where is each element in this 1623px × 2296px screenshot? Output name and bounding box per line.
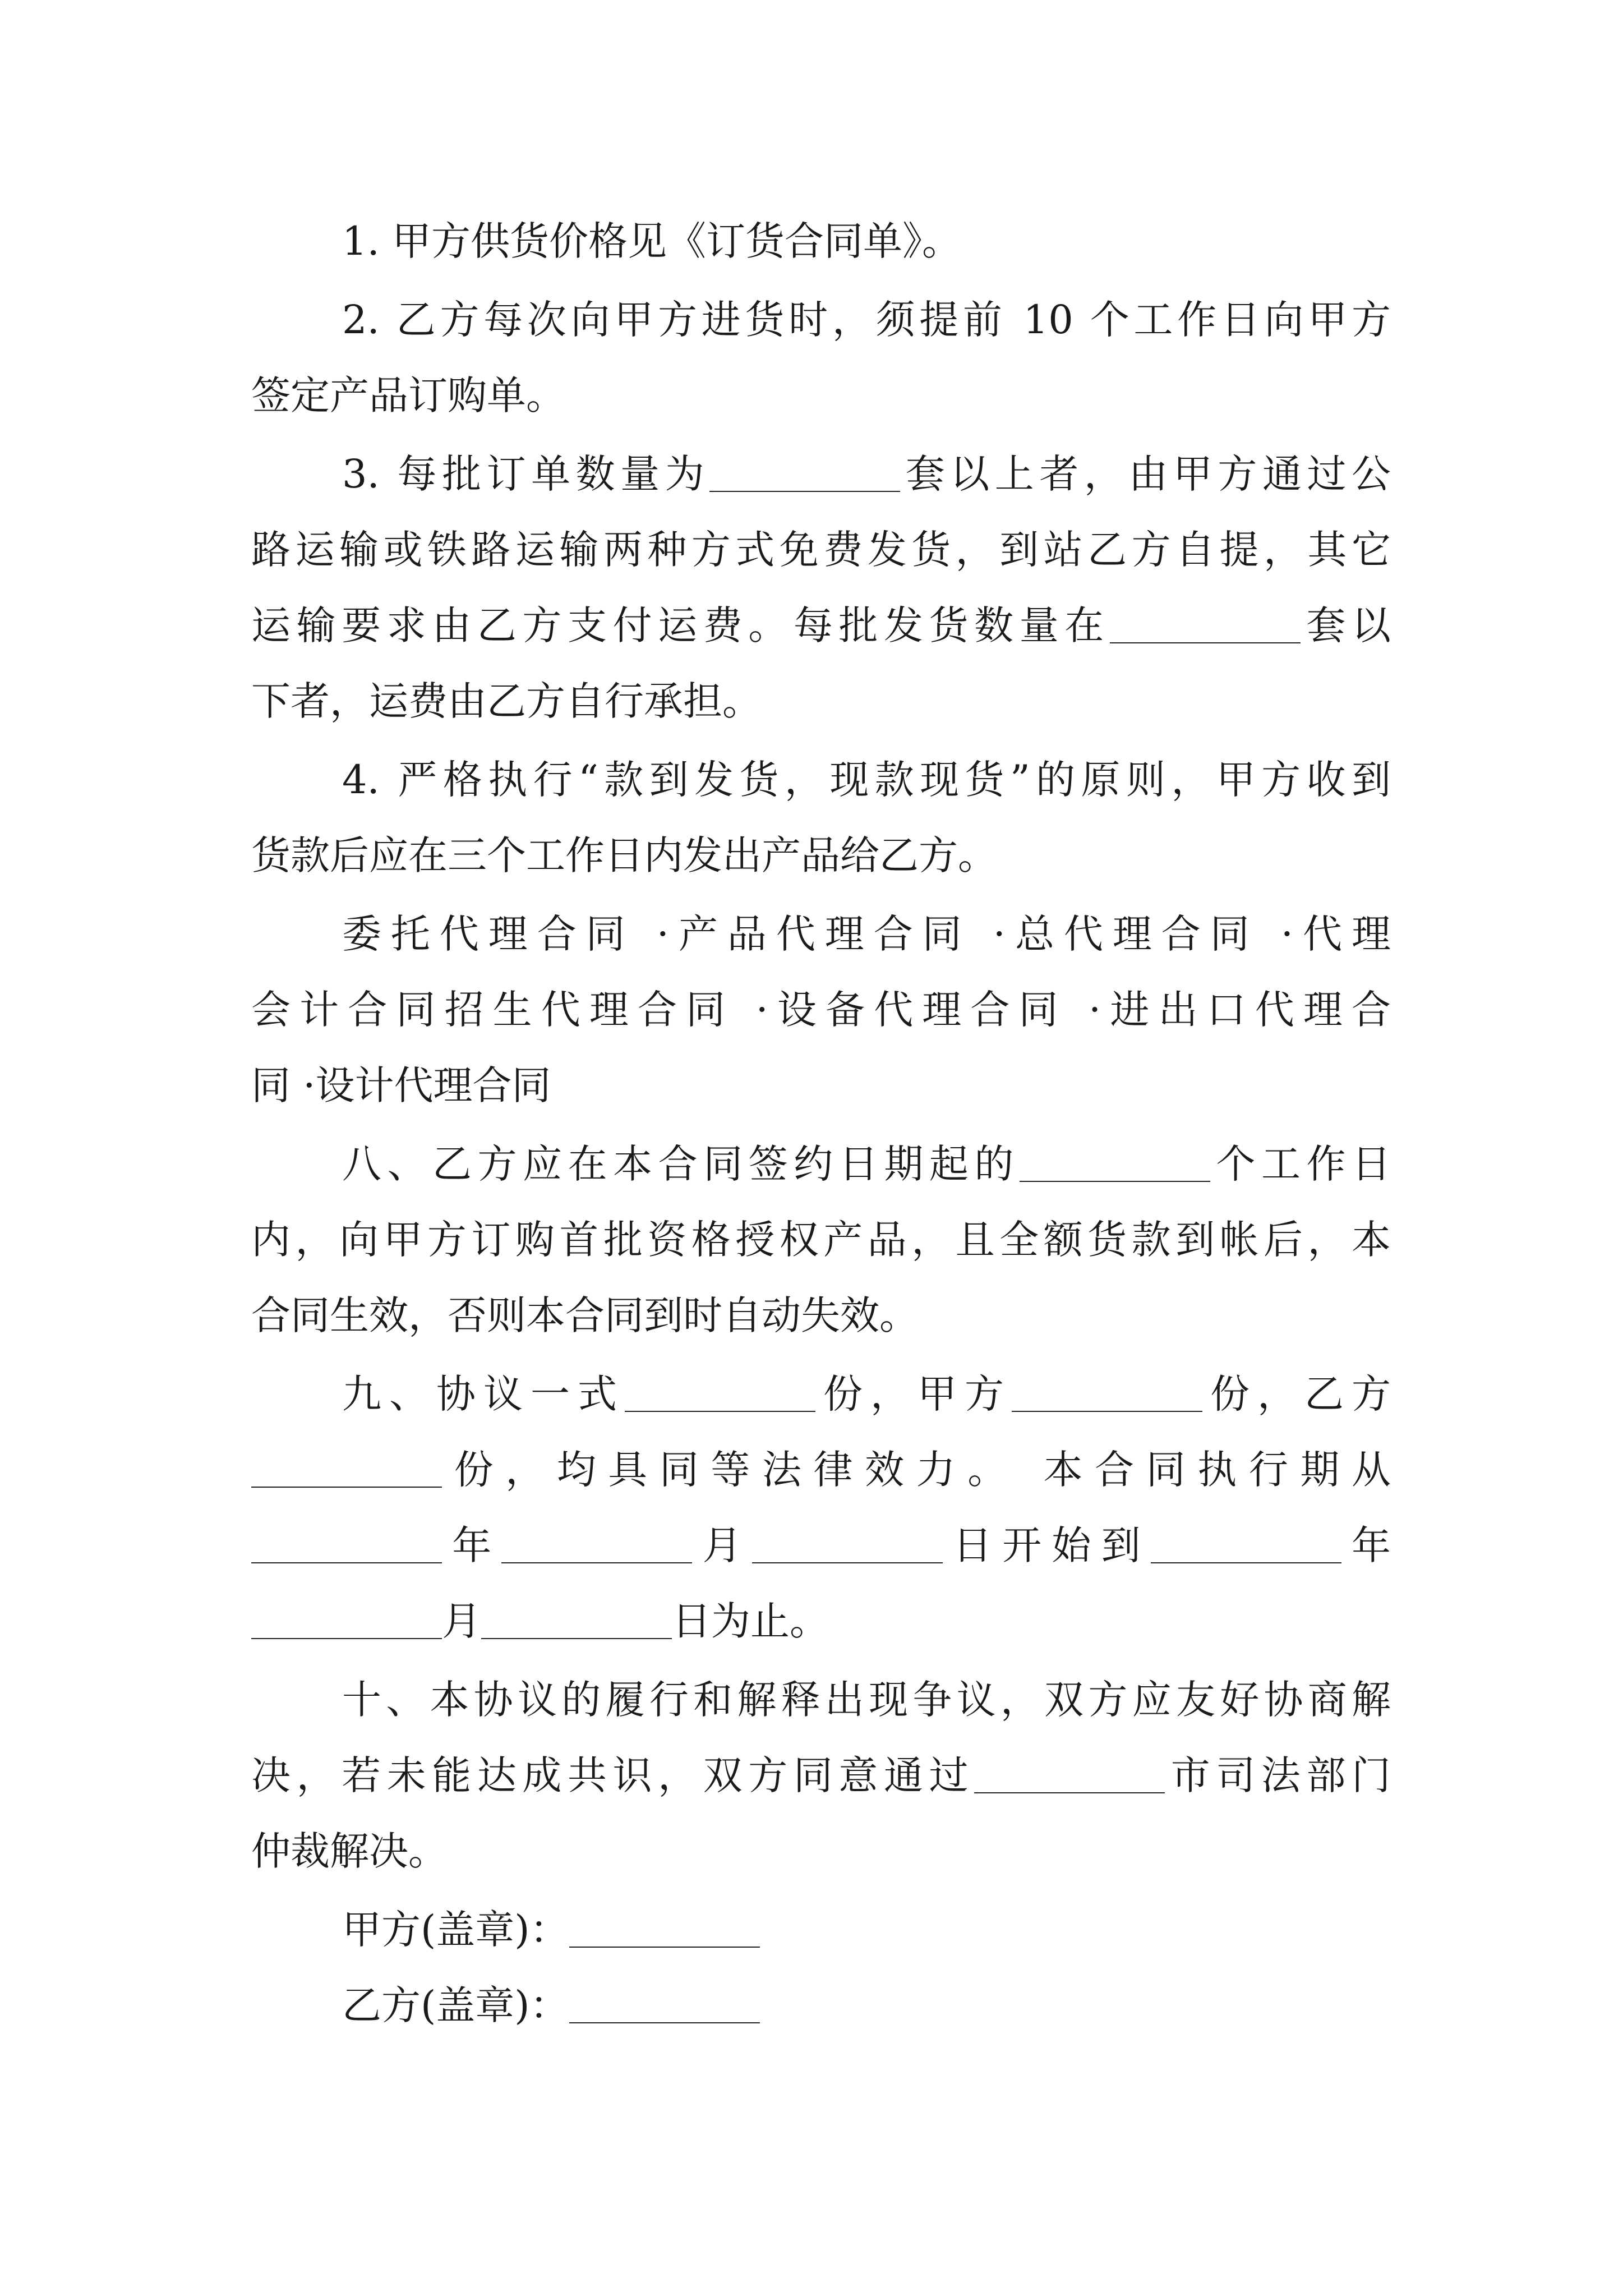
fill-blank[interactable]: [501, 1523, 692, 1563]
fill-blank[interactable]: [709, 452, 900, 492]
text: 决，若未能达成共识，双方同意通过: [251, 1752, 975, 1798]
links-line-3: [251, 1057, 1391, 1114]
text: 1. 甲方供货价格见《订货合同单》。: [342, 218, 962, 264]
para-4-line-2: [251, 827, 1391, 884]
para-3-line-2: [251, 522, 1391, 578]
fill-blank[interactable]: [251, 1523, 442, 1563]
text: 市司法部门: [1165, 1752, 1391, 1798]
text: 九、协议一式: [342, 1371, 625, 1417]
text: 份，均具同等法律效力。 本合同执行期从: [442, 1447, 1391, 1493]
signature-blank[interactable]: [569, 1983, 760, 2023]
para-9-line-4: [251, 1593, 1391, 1649]
text: 份，甲方: [815, 1371, 1012, 1417]
signature-label: 甲方(盖章)：: [342, 1907, 569, 1953]
text: 个工作日: [1210, 1141, 1391, 1187]
text: 下者，运费由乙方自行承担。: [251, 678, 762, 724]
fill-blank[interactable]: [481, 1599, 672, 1639]
text: 2. 乙方每次向甲方进货时，须提前 10 个工作日向甲方: [342, 297, 1391, 343]
fill-blank[interactable]: [625, 1372, 815, 1412]
para-2-line-2: [251, 367, 1391, 424]
para-8-line-2: [251, 1212, 1391, 1268]
text: 运输要求由乙方支付运费。每批发货数量在: [251, 602, 1110, 648]
para-10-line-2: [251, 1747, 1391, 1803]
links-line-2: [251, 982, 1391, 1038]
text: 套以: [1300, 602, 1391, 648]
signature-label: 乙方(盖章)：: [342, 1982, 569, 2028]
text: 3. 每批订单数量为: [342, 451, 710, 497]
fill-blank[interactable]: [974, 1753, 1165, 1793]
fill-blank[interactable]: [752, 1523, 943, 1563]
text: 八、乙方应在本合同签约日期起的: [342, 1141, 1020, 1187]
para-1: [342, 213, 1391, 269]
fill-blank[interactable]: [1151, 1523, 1341, 1563]
text: 内，向甲方订购首批资格授权产品，且全额货款到帐后，本: [251, 1217, 1391, 1263]
text: 份，乙方: [1202, 1371, 1391, 1417]
para-3-line-1: [342, 446, 1391, 502]
text: 十、本协议的履行和解释出现争议，双方应友好协商解: [342, 1677, 1391, 1723]
signature-party-b: [342, 1977, 1391, 2033]
text: 货款后应在三个工作日内发出产品给乙方。: [251, 832, 997, 878]
fill-blank[interactable]: [1110, 603, 1301, 643]
para-3-line-4: [251, 673, 1391, 729]
para-8-line-1: [342, 1136, 1391, 1192]
text: 同 ·设计代理合同: [251, 1062, 551, 1108]
fill-blank[interactable]: [251, 1447, 442, 1488]
signature-blank[interactable]: [569, 1907, 760, 1948]
text: 委托代理合同 ·产品代理合同 ·总代理合同 ·代理: [342, 911, 1391, 957]
text: 年: [1341, 1522, 1391, 1568]
fill-blank[interactable]: [251, 1599, 442, 1639]
para-8-line-3: [251, 1287, 1391, 1343]
text: 签定产品订购单。: [251, 372, 565, 418]
para-4-line-1: [342, 752, 1391, 808]
text: 仲裁解决。: [251, 1828, 448, 1874]
para-9-line-3: [251, 1517, 1391, 1573]
text: 4. 严格执行“款到发货，现款现货”的原则，甲方收到: [342, 757, 1391, 803]
text: 日开始到: [942, 1522, 1151, 1568]
para-2-line-1: [342, 292, 1391, 348]
text: 月: [442, 1598, 481, 1644]
para-9-line-2: [251, 1442, 1391, 1498]
signature-party-a: [342, 1902, 1391, 1958]
fill-blank[interactable]: [1020, 1142, 1210, 1182]
text: 日为止。: [672, 1598, 829, 1644]
text: 会计合同招生代理合同 ·设备代理合同 ·进出口代理合: [251, 987, 1391, 1033]
text: 套以上者，由甲方通过公: [900, 451, 1391, 497]
text: 路运输或铁路运输两种方式免费发货，到站乙方自提，其它: [251, 527, 1391, 573]
para-9-line-1: [342, 1366, 1391, 1422]
para-10-line-3: [251, 1823, 1391, 1879]
fill-blank[interactable]: [1012, 1372, 1202, 1412]
links-line-1: [342, 906, 1391, 962]
text: 年: [442, 1522, 502, 1568]
para-10-line-1: [342, 1672, 1391, 1728]
text: 合同生效，否则本合同到时自动失效。: [251, 1292, 919, 1338]
text: 月: [692, 1522, 752, 1568]
para-3-line-3: [251, 597, 1391, 654]
